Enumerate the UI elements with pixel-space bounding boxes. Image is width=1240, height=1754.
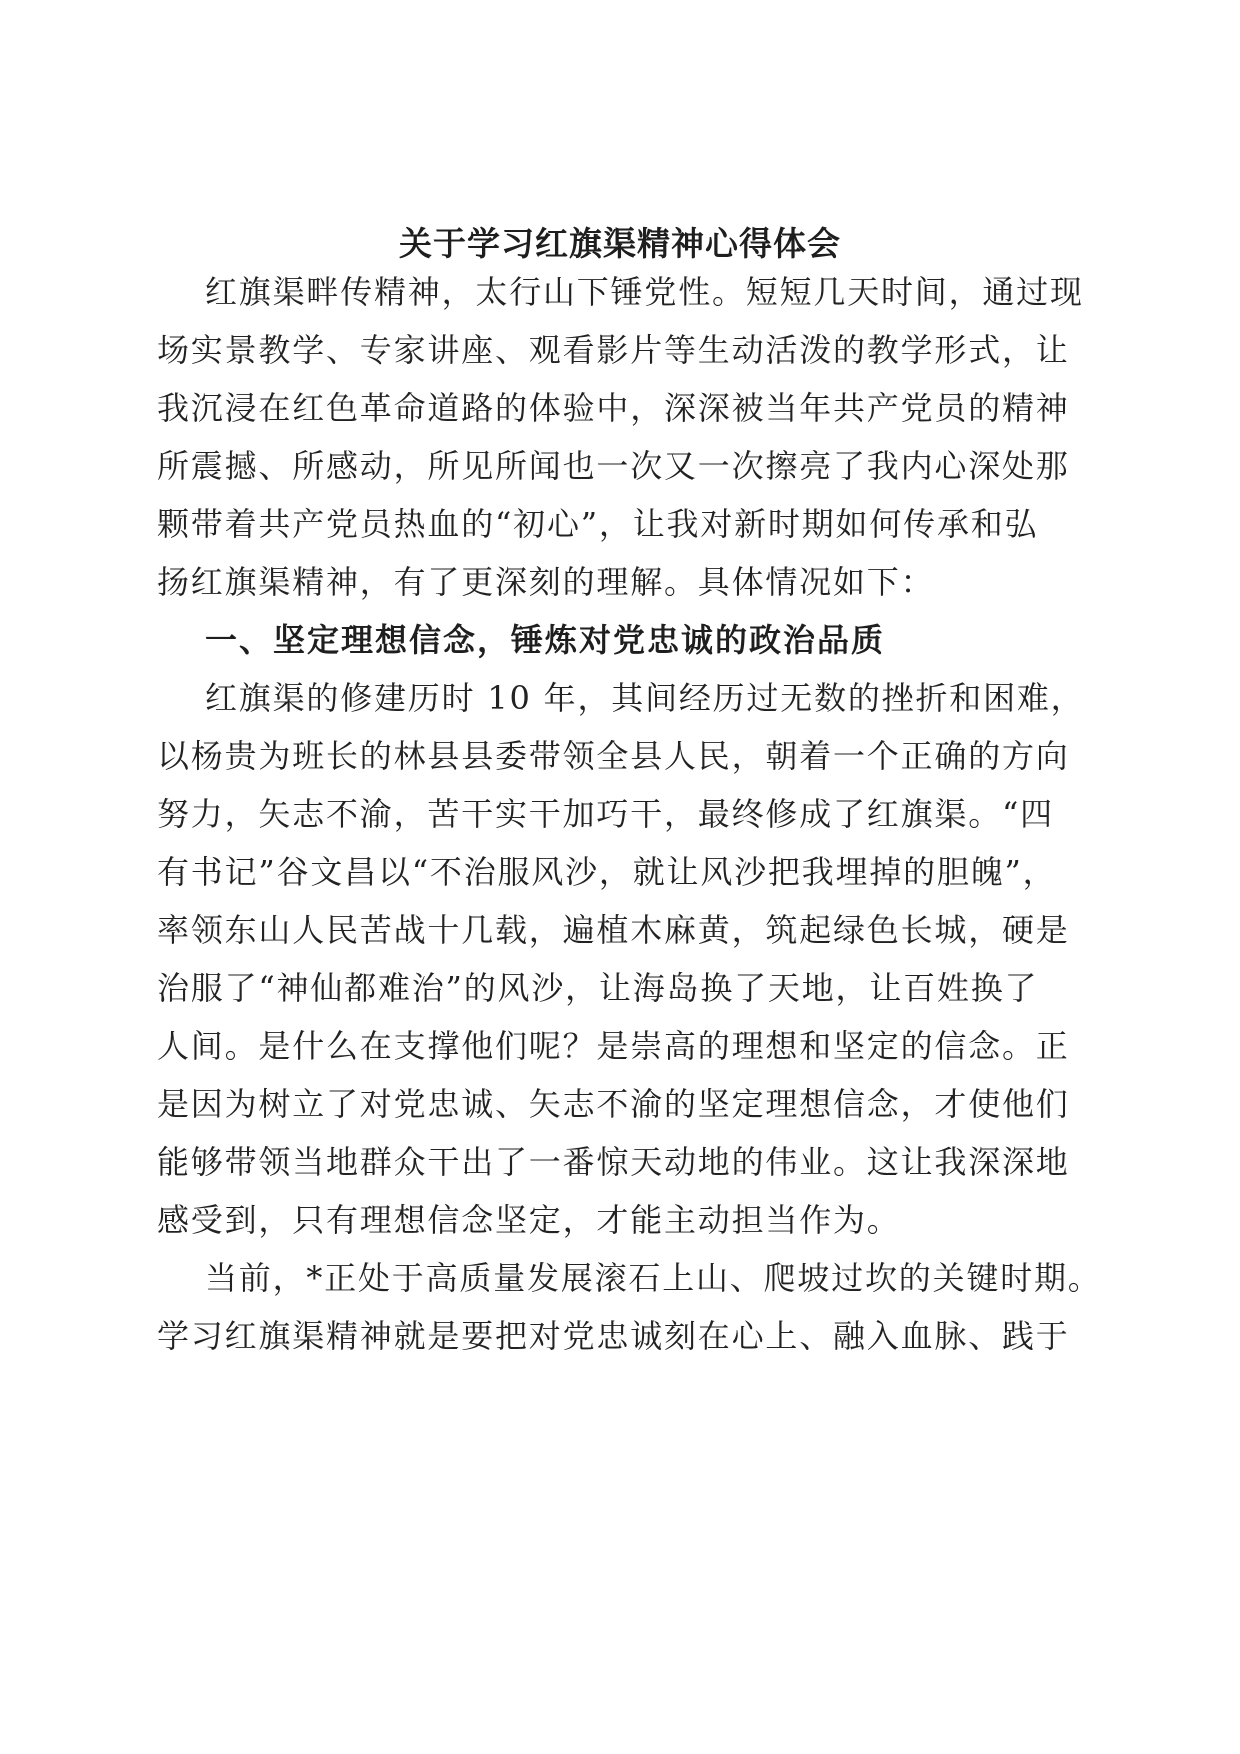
- paragraph-line: 红旗渠畔传精神，太行山下锤党性。短短几天时间，通过现: [205, 273, 1084, 311]
- paragraph-line: 红旗渠的修建历时 10 年，其间经历过无数的挫折和困难，: [205, 679, 1085, 717]
- paragraph-line: 学习红旗渠精神就是要把对党忠诚刻在心上、融入血脉、践于: [157, 1317, 1070, 1355]
- paragraph-line: 扬红旗渠精神，有了更深刻的理解。具体情况如下：: [157, 563, 935, 601]
- paragraph-line: 率领东山人民苦战十几载，遍植木麻黄，筑起绿色长城，硬是: [157, 911, 1070, 949]
- paragraph-line: 场实景教学、专家讲座、观看影片等生动活泼的教学形式，让: [157, 331, 1070, 369]
- paragraph-line: 有书记”谷文昌以“不治服风沙，就让风沙把我埋掉的胆魄”，: [157, 853, 1057, 891]
- paragraph-line: 能够带领当地群众干出了一番惊天动地的伟业。这让我深深地: [157, 1143, 1070, 1181]
- paragraph-line: 感受到，只有理想信念坚定，才能主动担当作为。: [157, 1201, 901, 1239]
- section-heading: 一、坚定理想信念，锤炼对党忠诚的政治品质: [205, 621, 886, 659]
- document-title: 关于学习红旗渠精神心得体会: [399, 224, 841, 263]
- paragraph-line: 颗带着共产党员热血的“初心”，让我对新时期如何传承和弘: [157, 505, 1039, 543]
- paragraph-line: 人间。是什么在支撑他们呢？是崇高的理想和坚定的信念。正: [157, 1027, 1070, 1065]
- paragraph-line: 我沉浸在红色革命道路的体验中，深深被当年共产党员的精神: [157, 389, 1070, 427]
- paragraph-line: 以杨贵为班长的林县县委带领全县人民，朝着一个正确的方向: [157, 737, 1070, 775]
- paragraph-line: 是因为树立了对党忠诚、矢志不渝的坚定理想信念，才使他们: [157, 1085, 1070, 1123]
- paragraph-line: 所震撼、所感动，所见所闻也一次又一次擦亮了我内心深处那: [157, 447, 1070, 485]
- paragraph-line: 治服了“神仙都难治”的风沙，让海岛换了天地，让百姓换了: [157, 969, 1039, 1007]
- paragraph-line: 努力，矢志不渝，苦干实干加巧干，最终修成了红旗渠。“四: [157, 795, 1054, 833]
- paragraph-line: 当前，*正处于高质量发展滚石上山、爬坡过坎的关键时期。: [205, 1259, 1102, 1297]
